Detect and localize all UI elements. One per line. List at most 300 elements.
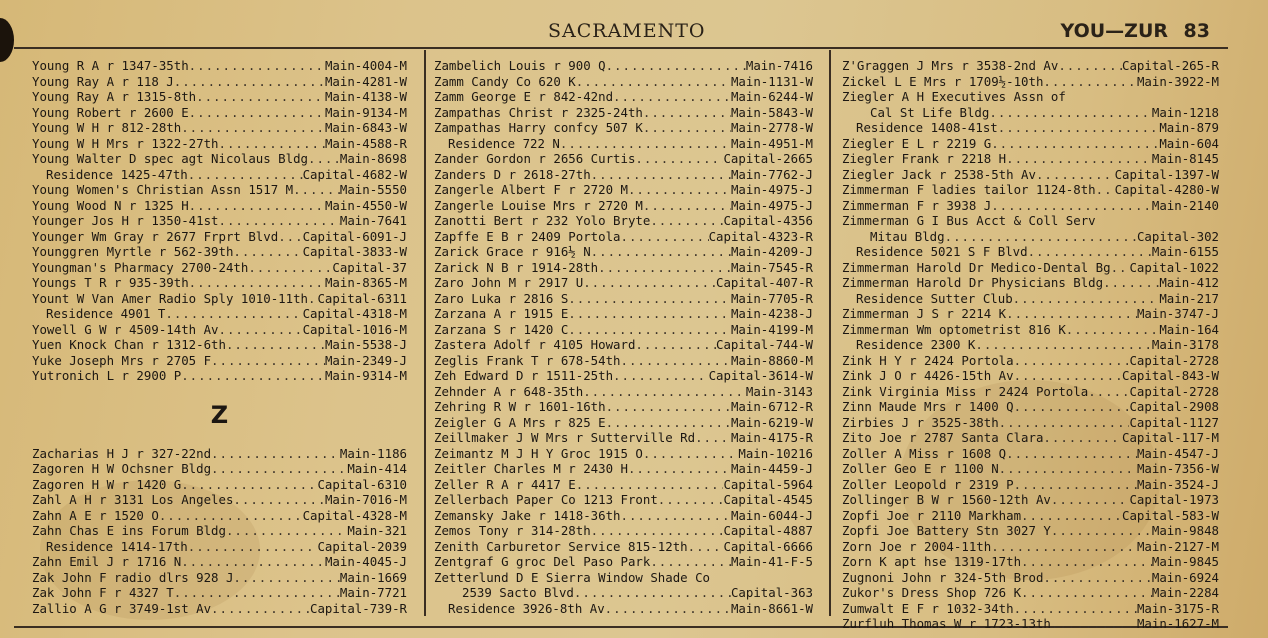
- phone-number: Capital-1397-W: [1114, 166, 1219, 182]
- phone-number: Main-9134-M: [324, 104, 407, 120]
- phone-number: Main-1218: [1151, 104, 1219, 120]
- listing-name: Zemansky Jake r 1418-36th: [434, 507, 621, 523]
- list-item: [32, 229, 407, 245]
- listing-name: Residence 3926-8th Av: [448, 600, 605, 616]
- leader-dots: [1014, 353, 1130, 369]
- phone-number: Capital-583-W: [1122, 507, 1219, 523]
- phone-number: Capital-1022: [1129, 259, 1219, 275]
- leader-dots: [606, 58, 746, 74]
- listing-name: Zeglis Frank T r 678-54th: [434, 352, 621, 368]
- list-item: [434, 198, 813, 214]
- phone-number: Main-2349-J: [324, 352, 407, 368]
- list-item: [842, 601, 1219, 617]
- list-item: [32, 461, 407, 477]
- phone-number: Main-3143: [745, 383, 813, 399]
- listing-name: Zink Virginia Miss r 2424 Portola: [842, 383, 1089, 399]
- list-item: [842, 461, 1219, 477]
- leader-dots: [189, 198, 325, 214]
- phone-number: Capital-4328-M: [302, 507, 407, 523]
- leader-dots: [591, 523, 724, 539]
- list-item: [32, 167, 407, 183]
- leader-dots: [999, 461, 1137, 477]
- phone-number: Main-6219-W: [730, 414, 813, 430]
- leader-dots: [1051, 616, 1137, 632]
- list-item: [842, 446, 1219, 462]
- listing-name: Young R A r 1347-35th: [32, 58, 189, 73]
- listing-name: Zaro Luka r 2816 S: [434, 290, 569, 306]
- phone-number: Main-6244-W: [730, 89, 813, 104]
- list-item: [842, 585, 1219, 601]
- listing-name: Zoller A Miss r 1608 Q: [842, 445, 1007, 461]
- list-item: [434, 89, 813, 105]
- listing-name: Zahl A H r 3131 Los Angeles: [32, 492, 234, 507]
- listing-name: Zink H Y r 2424 Portola: [842, 352, 1014, 368]
- list-item: [842, 244, 1219, 260]
- list-item: [434, 368, 813, 384]
- list-item: [32, 275, 407, 291]
- leader-dots: [1111, 260, 1130, 276]
- listing-name: Residence 4901 T: [46, 306, 166, 321]
- phone-number: Main-414: [347, 461, 407, 476]
- list-entries: [842, 58, 1219, 632]
- list-item: [434, 492, 813, 508]
- leader-dots: [1006, 151, 1152, 167]
- listing-name: Zickel L E Mrs r 1709½-10th: [842, 73, 1044, 89]
- listing-name: Zimmerman Harold Dr Physicians Bldg: [842, 275, 1104, 290]
- phone-number: Capital-4356: [723, 213, 813, 228]
- leader-dots: [219, 322, 303, 338]
- list-item: [32, 337, 407, 353]
- leader-dots: [999, 415, 1130, 431]
- phone-number: Main-7416: [745, 58, 813, 73]
- phone-number: Main-4238-J: [730, 306, 813, 321]
- phone-number: Main-7545-R: [730, 259, 813, 275]
- phone-number: Capital-37: [332, 259, 407, 275]
- list-item: [32, 477, 407, 493]
- header-city: SACRAMENTO: [548, 20, 706, 42]
- listing-name: Younger Wm Gray r 2677 Frprt Blvd: [32, 228, 279, 244]
- listing-name: Zak John F r 4327 T: [32, 585, 174, 600]
- listing-name: Mitau Bldg: [870, 228, 945, 244]
- leader-dots: [174, 585, 340, 601]
- leader-dots: [621, 508, 731, 524]
- list-item: [434, 244, 813, 260]
- list-item: [842, 74, 1219, 90]
- leader-dots: [196, 89, 325, 105]
- phone-number: Main-2778-W: [730, 120, 813, 135]
- leader-dots: [635, 337, 716, 353]
- list-item: [434, 337, 813, 353]
- leader-dots: [1058, 58, 1122, 74]
- leader-dots: [560, 136, 731, 152]
- phone-number: Main-3922-M: [1136, 73, 1219, 89]
- list-item: [32, 105, 407, 121]
- listing-name: Zugnoni John r 324-5th Brod: [842, 569, 1044, 585]
- list-item: [434, 136, 813, 152]
- header-rule: [14, 47, 1228, 49]
- phone-number: Main-7641: [339, 213, 407, 228]
- listing-name: Zahn A E r 1520 O: [32, 507, 159, 523]
- listing-name: Zeimantz M J H Y Groc 1915 O: [434, 445, 643, 461]
- leader-dots: [1036, 167, 1115, 183]
- phone-number: Main-3524-J: [1136, 476, 1219, 492]
- list-item: [842, 120, 1219, 136]
- leader-dots: [643, 198, 731, 214]
- phone-number: Capital-4323-R: [708, 228, 813, 244]
- listing-name: Zak John F radio dlrs 928 J: [32, 569, 234, 585]
- phone-number: Capital-407-R: [716, 275, 813, 290]
- leader-dots: [181, 368, 325, 384]
- listing-name: Zanotti Bert r 232 Yolo Bryte: [434, 213, 651, 228]
- leader-dots: [165, 306, 302, 322]
- list-item: [842, 275, 1219, 291]
- phone-number: Main-2284: [1151, 585, 1219, 600]
- leader-dots: [998, 120, 1160, 136]
- phone-number: Main-4975-J: [730, 197, 813, 213]
- phone-number: Capital-4887: [723, 523, 813, 538]
- leader-dots: [635, 151, 723, 167]
- list-item: [434, 399, 813, 415]
- leader-dots: [606, 415, 731, 431]
- phone-number: Main-9314-M: [324, 368, 407, 383]
- listing-name: Zellerbach Paper Co 1213 Front: [434, 492, 658, 507]
- listing-name: Zurfluh Thomas W r 1723-13th: [842, 616, 1051, 631]
- phone-number: Main-5538-J: [324, 337, 407, 352]
- list-item: [842, 182, 1219, 198]
- header-range-text: YOU—ZUR: [1060, 20, 1168, 42]
- column-1: [32, 58, 407, 616]
- listing-name: Youngman's Pharmacy 2700-24th: [32, 259, 249, 275]
- listing-name: Zarzana S r 1420 C: [434, 321, 569, 337]
- listing-name: Residence 2300 K: [856, 337, 976, 352]
- list-item: [32, 446, 407, 462]
- leader-dots: [1043, 74, 1137, 90]
- section-heading-z: Z: [210, 400, 229, 429]
- leader-dots: [945, 229, 1137, 245]
- phone-number: Capital-1016-M: [302, 321, 407, 337]
- leader-dots: [583, 384, 746, 400]
- column-2: [434, 58, 813, 616]
- listing-name: Young Walter D spec agt Nicolaus Bldg: [32, 151, 309, 166]
- leader-dots: [568, 322, 731, 338]
- listing-name: Yowell G W r 4509-14th Av: [32, 321, 219, 337]
- list-item: [842, 306, 1219, 322]
- list-item: [434, 508, 813, 524]
- listing-name: Zangerle Louise Mrs r 2720 M: [434, 197, 643, 213]
- leader-dots: [233, 244, 302, 260]
- listing-name: Zimmerman F r 3938 J: [842, 197, 992, 213]
- listing-name: Yuke Joseph Mrs r 2705 F: [32, 352, 212, 368]
- list-item: [842, 322, 1219, 338]
- listing-name: Zimmerman Wm optometrist 816 K: [842, 321, 1066, 337]
- phone-number: Main-4175-R: [730, 430, 813, 445]
- list-item: [434, 430, 813, 446]
- list-y-entries: [32, 58, 407, 384]
- list-item: [842, 399, 1219, 415]
- phone-number: Capital-3614-W: [708, 368, 813, 383]
- list-item: [842, 198, 1219, 214]
- phone-number: Main-9848: [1151, 523, 1219, 538]
- listing-name: Residence Sutter Club: [856, 290, 1013, 306]
- listing-name: Ziegler E L r 2219 G: [842, 135, 992, 151]
- phone-number: Main-1669: [339, 569, 407, 585]
- phone-number: Main-4459-J: [730, 461, 813, 476]
- list-item: [842, 337, 1219, 353]
- list-item: [32, 89, 407, 105]
- leader-dots: [219, 213, 340, 229]
- phone-number: Capital-2039: [317, 538, 407, 554]
- phone-number: Main-4199-M: [730, 321, 813, 337]
- listing-name: Zopfi Joe Battery Stn 3027 Y: [842, 523, 1051, 538]
- phone-number: Main-1131-W: [730, 73, 813, 89]
- leader-dots: [219, 136, 325, 152]
- leader-dots: [576, 74, 731, 90]
- listing-name: Residence 1408-41st: [856, 120, 998, 135]
- phone-number: Main-4004-M: [324, 58, 407, 73]
- leader-dots: [226, 337, 325, 353]
- list-item: [842, 58, 1219, 74]
- list-item: [434, 554, 813, 570]
- listing-name: Zimmerman F ladies tailor 1124-8th: [842, 182, 1096, 197]
- listing-name: Zenith Carburetor Service 815-12th: [434, 538, 688, 554]
- listing-name: Zirbies J r 3525-38th: [842, 414, 999, 430]
- phone-number: Main-6155: [1151, 244, 1219, 259]
- leader-dots: [293, 182, 340, 198]
- listing-name: Zallio A G r 3749-1st Av: [32, 600, 212, 616]
- leader-dots: [1021, 508, 1122, 524]
- leader-dots: [1051, 492, 1130, 508]
- listing-name: Young Women's Christian Assn 1517 M: [32, 182, 294, 197]
- listing-name: Young Wood N r 1325 H: [32, 197, 189, 213]
- phone-number: Main-6924: [1151, 569, 1219, 585]
- listing-name: Zagoren H W Ochsner Bldg: [32, 461, 212, 476]
- list-item: [32, 523, 407, 539]
- list-item: [842, 213, 1219, 229]
- list-item: [32, 260, 407, 276]
- leader-dots: [1088, 384, 1129, 400]
- phone-number: Main-4588-R: [324, 135, 407, 151]
- listing-name: Ziegler A H Executives Assn of: [842, 89, 1066, 104]
- listing-name: Zumwalt E F r 1032-34th: [842, 600, 1014, 616]
- phone-number: Main-3175-R: [1136, 600, 1219, 616]
- listing-name: Zehnder A r 648-35th: [434, 383, 584, 399]
- listing-name: 2539 Sacto Blvd: [462, 585, 574, 600]
- phone-number: Main-5550: [339, 182, 407, 197]
- list-item: [32, 213, 407, 229]
- listing-name: Zeitler Charles M r 2430 H: [434, 461, 628, 476]
- phone-number: Capital-117-M: [1122, 430, 1219, 445]
- list-item: [842, 291, 1219, 307]
- leader-dots: [181, 554, 325, 570]
- leader-dots: [628, 182, 731, 198]
- list-item: [842, 430, 1219, 446]
- phone-number: Capital-265-R: [1122, 58, 1219, 73]
- leader-dots: [248, 260, 332, 276]
- listing-name: Zastera Adolf r 4105 Howard: [434, 337, 636, 352]
- phone-number: Main-7721: [339, 585, 407, 600]
- page-number: 83: [1183, 20, 1210, 42]
- leader-dots: [568, 291, 731, 307]
- phone-number: Capital-6666: [723, 538, 813, 554]
- listing-name: Zangerle Albert F r 2720 M: [434, 182, 628, 197]
- list-item: [842, 353, 1219, 369]
- phone-number: Capital-6310: [317, 476, 407, 492]
- list-item: [842, 523, 1219, 539]
- leader-dots: [1043, 430, 1122, 446]
- leader-dots: [1021, 554, 1152, 570]
- listing-name: Zukor's Dress Shop 726 K: [842, 585, 1022, 600]
- leader-dots: [650, 554, 731, 570]
- phone-number: Main-604: [1159, 135, 1219, 151]
- phone-number: Main-6712-R: [730, 399, 813, 414]
- phone-number: Capital-2665: [723, 151, 813, 166]
- listing-name: Residence 1425-47th: [46, 166, 188, 182]
- list-item: [434, 353, 813, 369]
- phone-number: Capital-5964: [723, 476, 813, 492]
- listing-name: Zander Gordon r 2656 Curtis: [434, 151, 636, 166]
- listing-name: Zagoren H W r 1420 G: [32, 476, 182, 492]
- leader-dots: [643, 446, 739, 462]
- column-divider: [829, 50, 831, 616]
- listing-name: Zoller Geo E r 1100 N: [842, 461, 999, 476]
- phone-number: Main-6843-W: [324, 120, 407, 135]
- leader-dots: [643, 120, 731, 136]
- leader-dots: [574, 585, 731, 601]
- list-item: [842, 554, 1219, 570]
- listing-name: Z'Graggen J Mrs r 3538-2nd Av: [842, 58, 1059, 73]
- leader-dots: [688, 539, 724, 555]
- listing-name: Zorn K apt hse 1319-17th: [842, 554, 1022, 569]
- leader-dots: [233, 492, 325, 508]
- leader-dots: [628, 461, 731, 477]
- list-item: [434, 585, 813, 601]
- phone-number: Main-217: [1159, 290, 1219, 306]
- phone-number: Main-412: [1159, 275, 1219, 290]
- leader-dots: [591, 244, 731, 260]
- phone-number: Capital-4682-W: [302, 166, 407, 182]
- listing-name: Ziegler Frank r 2218 H: [842, 151, 1007, 166]
- list-item: [434, 213, 813, 229]
- leader-dots: [211, 353, 325, 369]
- list-item: [32, 244, 407, 260]
- phone-number: Main-5843-W: [730, 104, 813, 120]
- list-item: [434, 74, 813, 90]
- listing-name: Zarick Grace r 916½ N: [434, 244, 591, 259]
- list-item: [32, 306, 407, 322]
- phone-number: Main-10216: [738, 445, 813, 461]
- phone-number: Capital-4318-M: [302, 306, 407, 321]
- listing-name: Younggren Myrtle r 562-39th: [32, 244, 234, 259]
- phone-number: Capital-2728: [1129, 352, 1219, 368]
- leader-dots: [1021, 585, 1152, 601]
- list-item: [842, 105, 1219, 121]
- listing-name: Zoller Leopold r 2319 P: [842, 476, 1014, 492]
- list-item: [32, 353, 407, 369]
- list-item: [32, 585, 407, 601]
- phone-number: Main-7016-M: [324, 492, 407, 507]
- listing-name: Zeillmaker J W Mrs r Sutterville Rd: [434, 430, 696, 445]
- listing-name: Zanders D r 2618-27th: [434, 166, 591, 182]
- listing-name: Zopfi Joe r 2110 Markham: [842, 507, 1022, 523]
- list-item: [434, 601, 813, 617]
- listing-name: Zorn Joe r 2004-11th: [842, 538, 992, 554]
- leader-dots: [1013, 291, 1160, 307]
- listing-name: Young Ray A r 118 J: [32, 73, 174, 89]
- listing-name: Zahn Emil J r 1716 N: [32, 554, 182, 569]
- list-item: [434, 260, 813, 276]
- list-item: [32, 554, 407, 570]
- list-item: [32, 570, 407, 586]
- leader-dots: [181, 477, 317, 493]
- phone-number: Capital-302: [1136, 228, 1219, 244]
- listing-name: Zambelich Louis r 900 Q: [434, 58, 606, 73]
- listing-name: Ziegler Jack r 2538-5th Av: [842, 166, 1036, 182]
- leader-dots: [211, 461, 347, 477]
- listing-name: Zeigler G A Mrs r 825 E: [434, 414, 606, 430]
- phone-number: Main-4138-W: [324, 89, 407, 104]
- listing-name: Zeller R A r 4417 E: [434, 476, 576, 492]
- list-item: [842, 492, 1219, 508]
- listing-name: Young Robert r 2600 E: [32, 104, 189, 120]
- leader-dots: [1006, 446, 1137, 462]
- phone-number: Main-4547-J: [1136, 445, 1219, 461]
- phone-number: Main-3747-J: [1136, 306, 1219, 321]
- phone-number: Main-8860-M: [730, 352, 813, 368]
- list-item: [32, 58, 407, 74]
- listing-name: Zehring R W r 1601-16th: [434, 399, 606, 414]
- list-item: [434, 539, 813, 555]
- phone-number: Main-4045-J: [324, 554, 407, 569]
- list-item: [434, 58, 813, 74]
- phone-number: Main-879: [1159, 120, 1219, 135]
- phone-number: Capital-6091-J: [302, 228, 407, 244]
- leader-dots: [591, 167, 731, 183]
- list-item: [842, 368, 1219, 384]
- leader-dots: [181, 120, 325, 136]
- leader-dots: [174, 74, 325, 90]
- listing-name: Zahn Chas E ins Forum Bldg: [32, 523, 226, 538]
- leader-dots: [605, 601, 731, 617]
- leader-dots: [598, 260, 731, 276]
- list-item: [32, 74, 407, 90]
- leader-dots: [613, 368, 709, 384]
- listing-name: Zeh Edward D r 1511-25th: [434, 368, 614, 383]
- phone-number: Main-6044-J: [730, 507, 813, 523]
- phone-number: Main-1627-M: [1136, 616, 1219, 631]
- leader-dots: [278, 229, 302, 245]
- phone-number: Main-321: [347, 523, 407, 538]
- phone-number: Capital-4545: [723, 492, 813, 507]
- listing-name: Zentgraf G groc Del Paso Park: [434, 554, 651, 569]
- listing-name: Residence 1414-17th: [46, 538, 188, 554]
- list-item: [32, 198, 407, 214]
- phone-number: Main-8661-W: [730, 600, 813, 616]
- list-item: [842, 570, 1219, 586]
- listing-name: Zamm George E r 842-42nd: [434, 89, 614, 104]
- leader-dots: [308, 151, 340, 167]
- leader-dots: [1043, 570, 1151, 586]
- list-item: [842, 616, 1219, 632]
- list-item: [434, 151, 813, 167]
- phone-number: Main-7356-W: [1136, 461, 1219, 476]
- listing-name: Younger Jos H r 1350-41st: [32, 213, 219, 228]
- list-item: [842, 167, 1219, 183]
- listing-name: Zimmerman G I Bus Acct & Coll Serv: [842, 213, 1096, 228]
- phone-number: Capital-1127: [1129, 414, 1219, 430]
- list-item: [32, 182, 407, 198]
- leader-dots: [233, 570, 339, 586]
- listing-name: Zimmerman Harold Dr Medico-Dental Bg: [842, 259, 1111, 275]
